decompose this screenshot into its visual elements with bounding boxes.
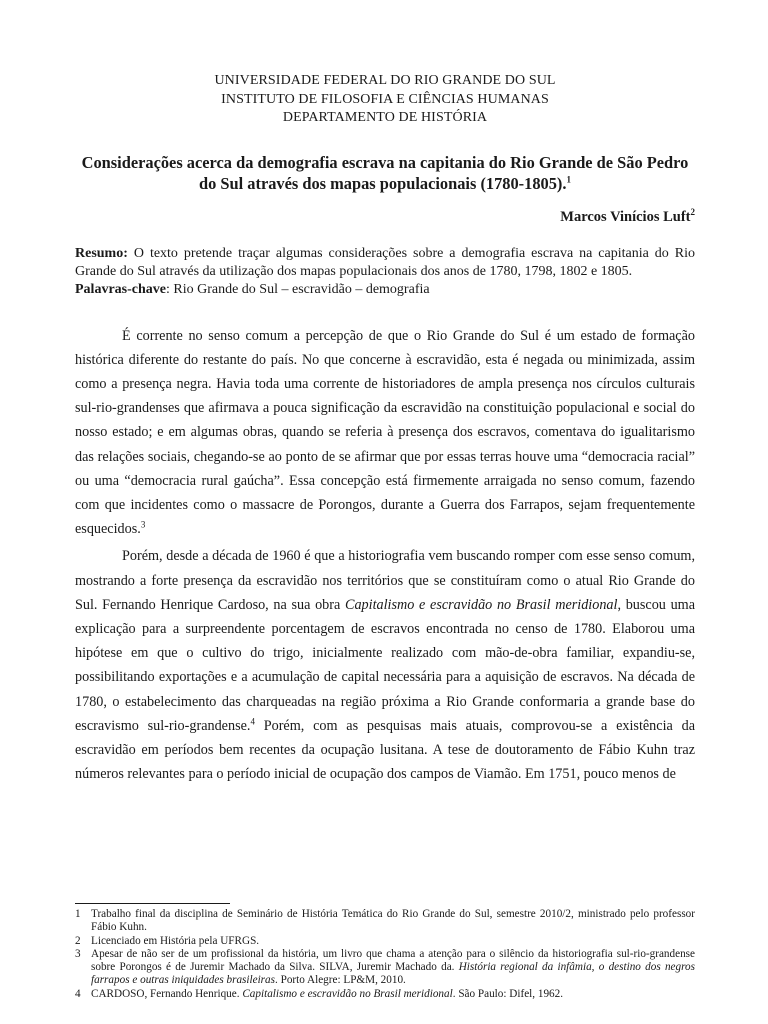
institute-name: INSTITUTO DE FILOSOFIA E CIÊNCIAS HUMANAS — [221, 91, 549, 107]
body-text — [75, 324, 695, 787]
abstract-label: Resumo: — [75, 245, 128, 261]
footnote-text: Licenciado em História pela UFRGS. — [91, 934, 260, 947]
footnote-number: 3 — [75, 947, 81, 960]
paragraph-2-text-c: Porém, com as pesquisas mais atuais, comprovou-se a existência da escravidão em períodos bem recentes da ocupação lusitana. A tese de doutoramento de Fábio Kuhn traz números relevantes para o período inicial de ocupação dos campos de Viamão. Em 1751, pouco menos de — [75, 717, 695, 783]
keywords-label: Palavras-chave — [75, 281, 166, 297]
title-footnote-ref: 1 — [566, 174, 571, 185]
footnote-2 — [75, 935, 695, 948]
paragraph-1-text: É corrente no senso comum a percepção de que o Rio Grande do Sul é um estado de formação histórica diferente do restante do país. No que concerne à escravidão, esta é negada ou minimizada, assim como a presença negra. Havia toda uma corrente de historiadores de ampla presença nos círculos culturais sul-rio-grandenses que afirmava a pouca significação da escravidão na constituição populacional e social do nosso estado; e em algumas obras, quando se referia à presença dos escravos, comentava do igualitarismo das relações sociais, chegando-se ao ponto de se afirmar que por essas terras houve uma “democracia racial” ou uma “democracia rural gaúcha”. Essa concepção está firmemente arraigada no senso comum, fazendo com que incidentes como o massacre de Porongos, durante a Guerra dos Farrapos, sejam frequentemente esquecidos. — [75, 327, 695, 538]
keywords — [75, 281, 695, 299]
footnote-3 — [75, 948, 695, 988]
paragraph-2 — [75, 544, 695, 786]
abstract — [75, 245, 695, 281]
institution-header — [75, 72, 695, 128]
footnote-divider — [75, 903, 230, 904]
footnote-3-book-title: História regional da infâmia, o destino dos negros farrapos e outras iniquidades brasileiras — [91, 961, 695, 987]
title-text: Considerações acerca da demografia escrava na capitania do Rio Grande de São Pedro do Sul através dos mapas populacionais (1780-1805). — [81, 152, 689, 193]
footnote-4 — [75, 988, 695, 1001]
footnote-ref-4: 4 — [250, 716, 255, 727]
paragraph-2-text-b: , buscou uma explicação para a surpreendente porcentagem de escravos encontrada no censo de 1780. Elaborou uma hipótese em que o cultivo do trigo, inicialmente realizado com mão-de-obra familiar, expandiu-se, possibilitando exportações e a acumulação de capital necessária para a aquisição de escravos. Na década de 1780, o estabelecimento das charqueadas na região próxima a Rio Grande conformaria a grande base do escravismo sul-rio-grandense. — [75, 596, 696, 734]
footnote-number: 4 — [75, 987, 81, 1000]
document-title — [75, 152, 695, 195]
footnote-text: Trabalho final da disciplina de Seminário de História Temática do Rio Grande do Sul, semestre 2010/2, ministrado pelo professor Fábio Kuhn. — [91, 908, 695, 934]
department-name: DEPARTAMENTO DE HISTÓRIA — [282, 110, 488, 125]
footnote-4-book-title: Capitalismo e escravidão no Brasil meridional — [242, 987, 453, 1000]
footnote-number: 2 — [75, 934, 81, 947]
university-name: UNIVERSIDADE FEDERAL DO RIO GRANDE DO SUL — [214, 73, 556, 88]
footnote-text — [91, 988, 695, 1001]
author-footnote-ref: 2 — [690, 206, 695, 217]
footnote-ref-3: 3 — [140, 519, 146, 530]
document-page — [75, 72, 695, 786]
footnote-1 — [75, 908, 695, 935]
footnote-text — [91, 948, 695, 988]
paragraph-2-text-a: Porém, desde a década de 1960 é que a historiografia vem buscando romper com esse senso comum, mostrando a forte presença da escravidão nos territórios que se constituíram como o atual Rio Grande do Sul. Fernando Henrique Cardoso, na sua obra — [75, 548, 695, 613]
footnote-4-text-b: . São Paulo: Difel, 1962. — [452, 987, 564, 1000]
keywords-text: : Rio Grande do Sul – escravidão – demografia — [165, 281, 430, 297]
footnotes — [75, 903, 695, 1001]
book-title: Capitalismo e escravidão no Brasil meridional — [344, 596, 618, 613]
abstract-section — [75, 245, 695, 299]
abstract-text: O texto pretende traçar algumas considerações sobre a demografia escrava na capitania do Rio Grande do Sul através da utilização dos mapas populacionais dos anos de 1780, 1798, 1802 e 1805. — [75, 245, 695, 279]
footnote-4-text-a: CARDOSO, Fernando Henrique. — [91, 987, 243, 1000]
footnote-3-text-b: . Porto Alegre: LP&M, 2010. — [275, 974, 406, 987]
paragraph-1 — [75, 324, 695, 542]
footnote-3-text-a: Apesar de não ser de um profissional da história, um livro que chama a atenção para o silêncio da historiografia sul-rio-grandense sobre Porongos é de Juremir Machado da Silva. SILVA, Juremir Machado da. — [91, 947, 695, 974]
footnote-number: 1 — [75, 908, 81, 920]
author-line — [75, 206, 695, 226]
author-name: Marcos Vinícios Luft — [560, 208, 691, 225]
